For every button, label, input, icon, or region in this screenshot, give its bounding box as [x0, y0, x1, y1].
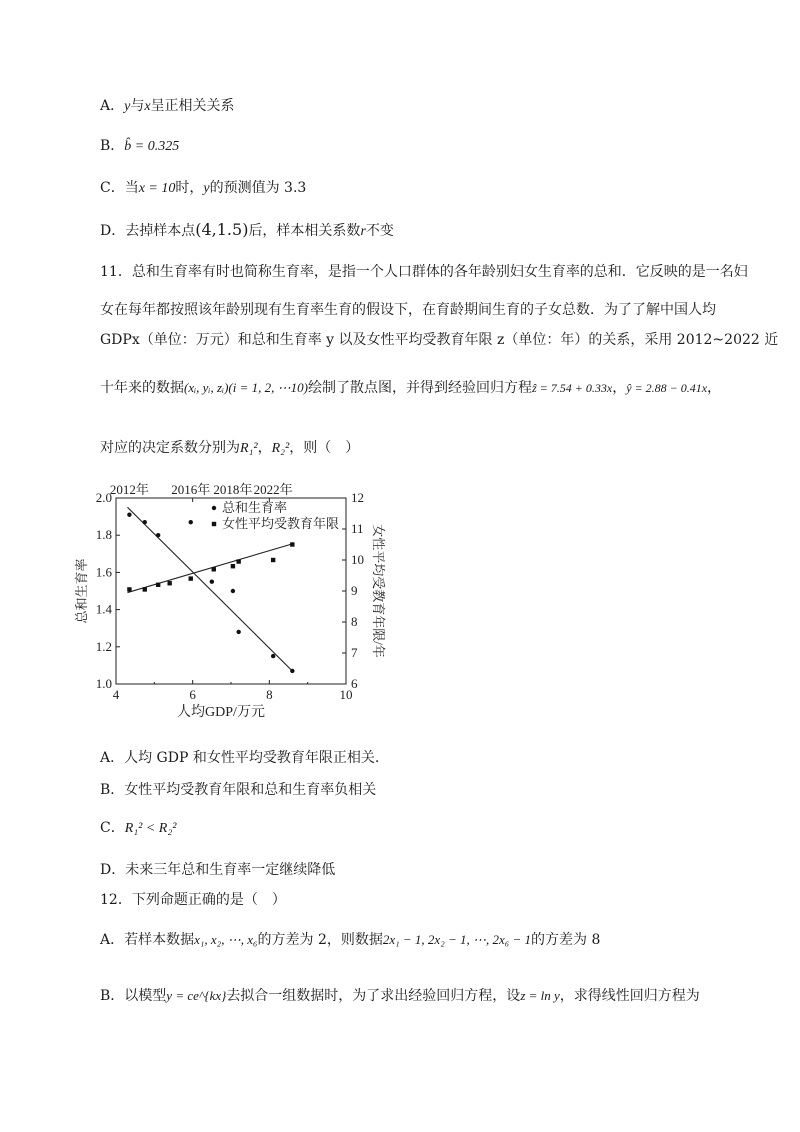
y-right-tick-label: 7	[351, 645, 358, 660]
y-right-tick-label: 11	[351, 521, 364, 536]
q12-option-a: A．若样本数据x₁, x₂, ⋯, x₆的方差为 2，则数据2x₁ − 1, 2x₂ − 1, ⋯, 2x₆ − 1的方差为 8	[100, 932, 601, 948]
x-tick-label: 6	[189, 687, 196, 702]
y-left-tick-label: 1.2	[95, 638, 112, 654]
legend-label-education: 女性平均受教育年限	[222, 516, 340, 531]
point-education	[231, 564, 235, 568]
y-left-tick-label: 1.8	[95, 527, 112, 543]
q11-option-d: D．未来三年总和生育率一定继续降低	[100, 862, 336, 878]
q10-option-c: C．当x = 10时，y的预测值为 3.3	[100, 180, 307, 196]
q11-stem-line1: 11．总和生育率有时也简称生育率，是指一个人口群体的各年龄别妇女生育率的总和．它反映的是一名妇	[100, 264, 748, 280]
point-education	[212, 567, 216, 571]
point-education	[271, 558, 275, 562]
point-education	[156, 583, 160, 587]
q10-option-b: B．b̂ = 0.325	[100, 138, 180, 154]
legend-marker-education	[212, 522, 216, 526]
point-fertility	[143, 520, 147, 524]
q11-option-b: B．女性平均受教育年限和总和生育率负相关	[100, 782, 377, 798]
q11-option-a: A．人均 GDP 和女性平均受教育年限正相关.	[100, 750, 380, 766]
q12-option-b: B．以模型y = ce^{kx}去拟合一组数据时，为了求出经验回归方程，设z = ln y，求得线性回归方程为	[100, 988, 700, 1004]
point-fertility	[271, 654, 275, 658]
q10-option-a: A．y与x呈正相关关系	[100, 98, 235, 114]
point-education	[167, 581, 171, 585]
point-fertility	[210, 580, 214, 584]
top-year-label: 2016年	[171, 482, 211, 497]
y-right-axis-label: 女性平均受教育年限/年	[371, 524, 386, 658]
legend-marker-fertility	[212, 506, 216, 510]
point-education	[127, 587, 131, 591]
point-education	[143, 587, 147, 591]
point-fertility	[189, 520, 193, 524]
q10-option-d: D．去掉样本点(4,1.5)后，样本相关系数r不变	[100, 220, 394, 239]
y-left-tick-label: 1.0	[95, 676, 112, 691]
q11-stem-line2: 女在每年都按照该年龄别现有生育率生育的假设下，在育龄期间生育的子女总数．为了了解中国人均	[100, 302, 716, 318]
x-tick-label: 8	[266, 687, 273, 702]
point-fertility	[236, 630, 240, 634]
fit-line-education	[128, 544, 293, 593]
y-right-tick-label: 6	[351, 676, 358, 691]
y-left-tick-label: 1.6	[95, 564, 112, 580]
fit-line-fertility	[128, 507, 293, 671]
point-education	[189, 576, 193, 580]
q11-stem-line4: 十年来的数据(xᵢ, yᵢ, zᵢ)(i = 1, 2, ⋯10)绘制了散点图，并得到经验回归方程ẑ = 7.54 + 0.33x，ŷ = 2.88 − 0.41x，	[100, 380, 722, 396]
q12-stem: 12．下列命题正确的是（ ）	[100, 892, 286, 908]
q11-option-c: C．R₁² < R₂²	[100, 820, 177, 836]
y-left-tick-label: 2.0	[95, 490, 112, 505]
y-right-tick-label: 10	[351, 552, 364, 567]
x-tick-label: 10	[339, 687, 353, 702]
y-right-tick-label: 9	[351, 583, 358, 598]
q11-stem-line5: 对应的决定系数分别为R₁²，R₂²，则（ ）	[100, 440, 360, 456]
point-education	[236, 559, 240, 563]
y-right-tick-label: 8	[351, 614, 358, 629]
top-year-label: 2022年	[253, 482, 293, 497]
point-education	[290, 542, 294, 546]
top-year-label: 2018年	[213, 482, 253, 497]
top-year-label: 2012年	[109, 482, 149, 497]
point-fertility	[290, 669, 294, 673]
x-axis-label: 人均GDP/万元	[177, 705, 265, 720]
legend-label-fertility: 总和生育率	[222, 500, 288, 515]
y-left-tick-label: 1.4	[95, 601, 112, 617]
point-fertility	[231, 589, 235, 593]
point-fertility	[127, 513, 131, 517]
y-left-axis-label: 总和生育率	[74, 558, 89, 624]
x-tick-label: 4	[112, 687, 120, 702]
y-right-tick-label: 12	[351, 490, 364, 505]
q11-stem-line3: GDPx（单位：万元）和总和生育率 y 以及女性平均受教育年限 z（单位：年）的关系，采用 2012~2022 近	[100, 332, 779, 348]
scatter-chart	[74, 478, 386, 728]
point-fertility	[156, 533, 160, 537]
